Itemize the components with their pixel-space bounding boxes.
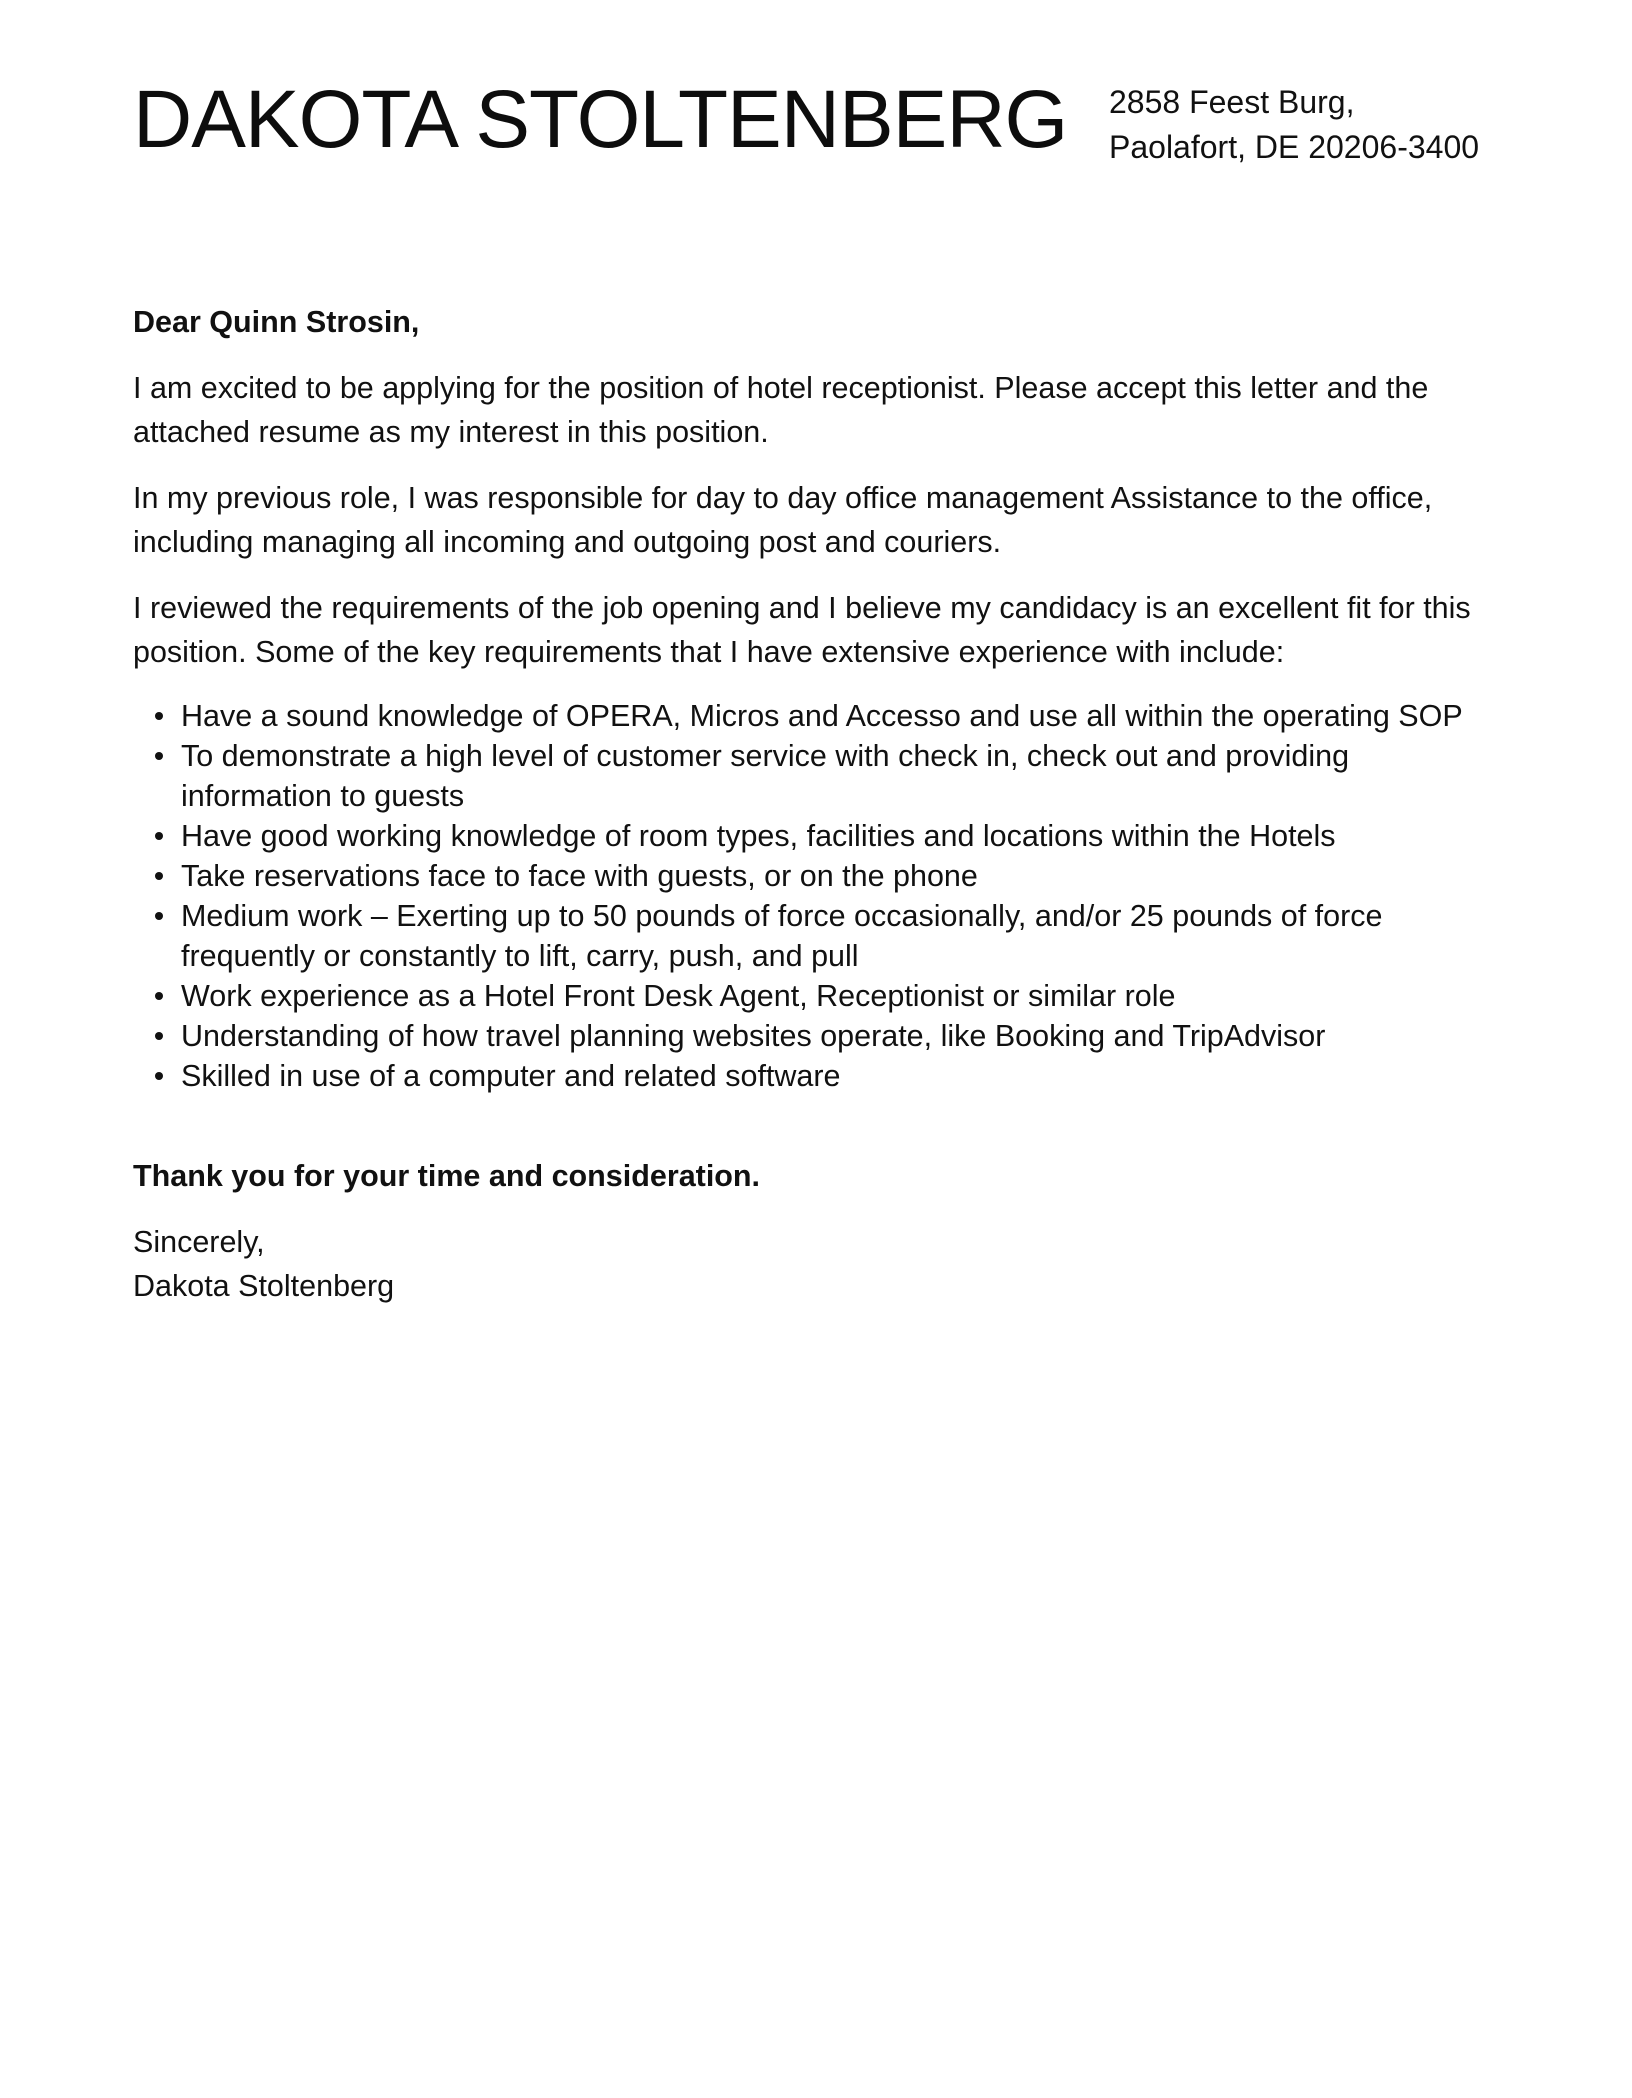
- letter-header: [133, 70, 1503, 190]
- list-item-text: Work experience as a Hotel Front Desk Agent, Receptionist or similar role: [181, 979, 1176, 1013]
- signature-name: Dakota Stoltenberg: [133, 1269, 395, 1303]
- list-item-text: Medium work – Exerting up to 50 pounds of force occasionally, and/or 25 pounds of force frequently or constantly to lift, carry, push, and pull: [181, 899, 1383, 973]
- list-item-text: To demonstrate a high level of customer service with check in, check out and providing information to guests: [181, 739, 1350, 813]
- list-item: [133, 896, 1503, 976]
- bullet-icon: [155, 832, 163, 840]
- applicant-address: [1109, 80, 1479, 170]
- list-item-text: Have good working knowledge of room types, facilities and locations within the Hotels: [181, 819, 1336, 853]
- bullet-icon: [155, 992, 163, 1000]
- bullet-icon: [155, 1032, 163, 1040]
- list-item: [133, 976, 1503, 1016]
- list-item: [133, 736, 1503, 816]
- requirements-list: [133, 696, 1503, 1096]
- bullet-icon: [155, 752, 163, 760]
- list-item-text: Have a sound knowledge of OPERA, Micros and Accesso and use all within the operating SOP: [181, 699, 1463, 733]
- letter-body: [133, 300, 1503, 1308]
- address-line-2: Paolafort, DE 20206-3400: [1109, 129, 1480, 165]
- list-item: [133, 1056, 1503, 1096]
- list-item-text: Take reservations face to face with guests, or on the phone: [181, 859, 978, 893]
- closing-statement: Thank you for your time and consideration.: [133, 1159, 761, 1193]
- signoff: Sincerely,: [133, 1225, 265, 1259]
- list-item: [133, 696, 1503, 736]
- salutation: Dear Quinn Strosin,: [133, 305, 420, 339]
- applicant-name: DAKOTA STOLTENBERG: [133, 74, 1068, 165]
- bullet-icon: [155, 912, 163, 920]
- bullet-icon: [155, 872, 163, 880]
- list-item: [133, 1016, 1503, 1056]
- bullet-icon: [155, 1072, 163, 1080]
- bullet-icon: [155, 712, 163, 720]
- paragraph-intro: I am excited to be applying for the position of hotel receptionist. Please accept this letter and the attached resume as my interest in this position.: [133, 371, 1429, 449]
- list-item: [133, 816, 1503, 856]
- list-item-text: Skilled in use of a computer and related software: [181, 1059, 841, 1093]
- paragraph-previous-role: In my previous role, I was responsible for day to day office management Assistance to the office, including managing all incoming and outgoing post and couriers.: [133, 481, 1433, 559]
- list-item-text: Understanding of how travel planning websites operate, like Booking and TripAdvisor: [181, 1019, 1326, 1053]
- address-line-1: 2858 Feest Burg,: [1109, 84, 1355, 120]
- paragraph-requirements-intro: I reviewed the requirements of the job opening and I believe my candidacy is an excellent fit for this position. Some of the key requirements that I have extensive experience with include:: [133, 591, 1471, 669]
- list-item: [133, 856, 1503, 896]
